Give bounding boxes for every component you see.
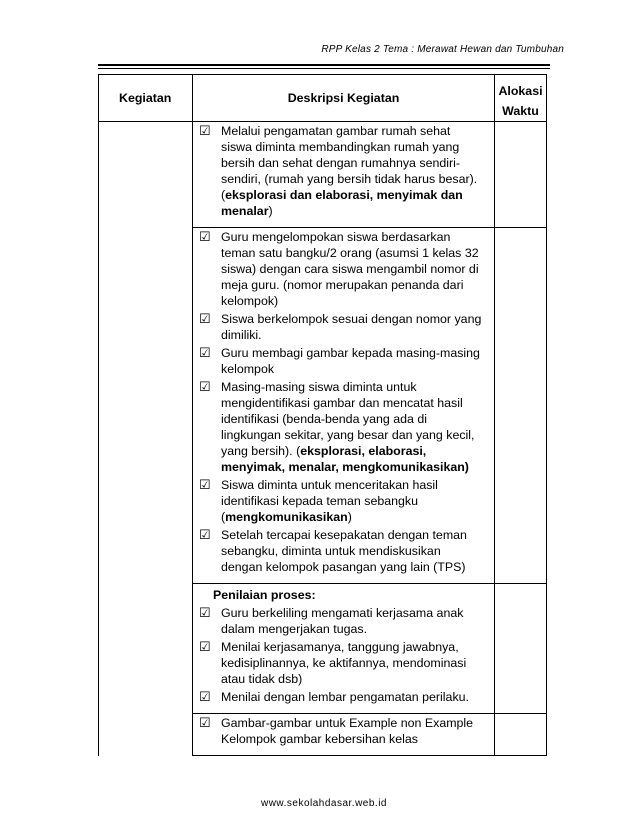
checkbox-checked-icon: ☑ (199, 311, 211, 326)
header-rule (98, 64, 550, 66)
item-text-plain: Siswa diminta untuk menceritakan hasil identifikasi kepada teman sebangku ( (221, 478, 438, 524)
deskripsi-cell (193, 228, 495, 584)
item-text-plain: Setelah tercapai kesepakatan dengan teman sebangku, diminta untuk mendiskusikan dengan kelompok pasangan yang lain (TPS) (221, 528, 467, 574)
list-item (199, 123, 484, 219)
kegiatan-cell (99, 714, 193, 756)
checkbox-checked-icon: ☑ (199, 639, 211, 654)
checkbox-checked-icon: ☑ (199, 477, 211, 492)
alokasi-waktu-cell (495, 228, 547, 584)
item-text-plain: Guru mengelompokan siswa berdasarkan teman satu bangku/2 orang (asumsi 1 kelas 32 siswa) dengan cara siswa mengambil nomor di meja guru. (nomor merupakan penanda dari kelompok) (221, 230, 479, 308)
list-item (199, 477, 484, 525)
item-text (221, 345, 484, 377)
header-deskripsi: Deskripsi Kegiatan (193, 75, 495, 122)
lesson-activity-table (98, 74, 547, 756)
checkbox-checked-icon: ☑ (199, 123, 211, 138)
checkbox-checked-icon: ☑ (199, 229, 211, 244)
deskripsi-cell (193, 584, 495, 714)
item-text (221, 689, 484, 705)
checkbox-checked-icon: ☑ (199, 527, 211, 542)
item-text-bold: eksplorasi dan elaborasi, menyimak dan menalar (221, 188, 463, 218)
item-text (221, 527, 484, 575)
item-text-plain: Siswa berkelompok sesuai dengan nomor yang dimiliki. (221, 312, 482, 342)
item-text (221, 311, 484, 343)
item-text (221, 123, 484, 219)
item-text-plain: Menilai kerjasamanya, tanggung jawabnya, kedisiplinannya, ke aktifannya, mendominasi atau tidak dsb) (221, 640, 467, 686)
item-text-bold: mengkomunikasikan (225, 510, 348, 524)
item-text-plain: Gambar-gambar untuk Example non Example Kelompok gambar kebersihan kelas (221, 716, 474, 746)
table-row (99, 228, 547, 584)
list-item (199, 527, 484, 575)
kegiatan-cell (99, 122, 193, 228)
table-row (99, 584, 547, 714)
list-item (199, 311, 484, 343)
checkbox-checked-icon: ☑ (199, 605, 211, 620)
running-header: RPP Kelas 2 Tema : Merawat Hewan dan Tumbuhan (321, 44, 564, 55)
deskripsi-cell (193, 714, 495, 756)
checkbox-checked-icon: ☑ (199, 379, 211, 394)
header-kegiatan: Kegiatan (99, 75, 193, 122)
item-text (221, 477, 484, 525)
list-item (199, 715, 484, 747)
checkbox-checked-icon: ☑ (199, 715, 211, 730)
list-item (199, 345, 484, 377)
item-text-after: ) (268, 204, 273, 218)
header-rule-thin (98, 68, 550, 69)
kegiatan-cell (99, 228, 193, 584)
alokasi-waktu-cell (495, 122, 547, 228)
item-text (221, 229, 484, 309)
item-text-plain: Masing-masing siswa diminta untuk mengidentifikasi gambar dan mencatat hasil identifikasi (benda-benda yang ada di lingkungan sekitar, yang besar dan yang kecil, yang bersih). ( (221, 380, 475, 458)
list-item (199, 605, 484, 637)
list-item (199, 229, 484, 309)
footer-url: www.sekolahdasar.web.id (260, 798, 387, 809)
checkbox-checked-icon: ☑ (199, 345, 211, 360)
item-text (221, 639, 484, 687)
alokasi-waktu-cell (495, 714, 547, 756)
table-row (99, 714, 547, 756)
header-alokasi-line2: Waktu (502, 104, 539, 118)
checkbox-checked-icon: ☑ (199, 689, 211, 704)
kegiatan-cell (99, 584, 193, 714)
list-item (199, 639, 484, 687)
list-item (199, 689, 484, 705)
item-text (221, 715, 484, 747)
item-text-after: ) (347, 510, 352, 524)
item-text-plain: Guru membagi gambar kepada masing-masing kelompok (221, 346, 480, 376)
header-alokasi-line1: Alokasi (498, 84, 543, 98)
section-title: Penilaian proses: (213, 588, 316, 602)
item-text-plain: Menilai dengan lembar pengamatan perilaku. (221, 690, 469, 704)
alokasi-waktu-cell (495, 584, 547, 714)
item-text (221, 379, 484, 475)
item-text (221, 605, 484, 637)
table-row (99, 122, 547, 228)
deskripsi-cell (193, 122, 495, 228)
list-item (199, 379, 484, 475)
item-text-plain: Melalui pengamatan gambar rumah sehat siswa diminta membandingkan rumah yang bersih dan sehat dengan rumahnya sendiri-sendiri, (rumah yang bersih tidak harus besar). ( (221, 124, 478, 202)
header-alokasi-waktu (495, 75, 547, 122)
item-text-bold: eksplorasi, elaborasi, menyimak, menalar, mengkomunikasikan) (221, 444, 469, 474)
item-text-plain: Guru berkeliling mengamati kerjasama anak dalam mengerjakan tugas. (221, 606, 464, 636)
table-header-row (99, 75, 547, 122)
